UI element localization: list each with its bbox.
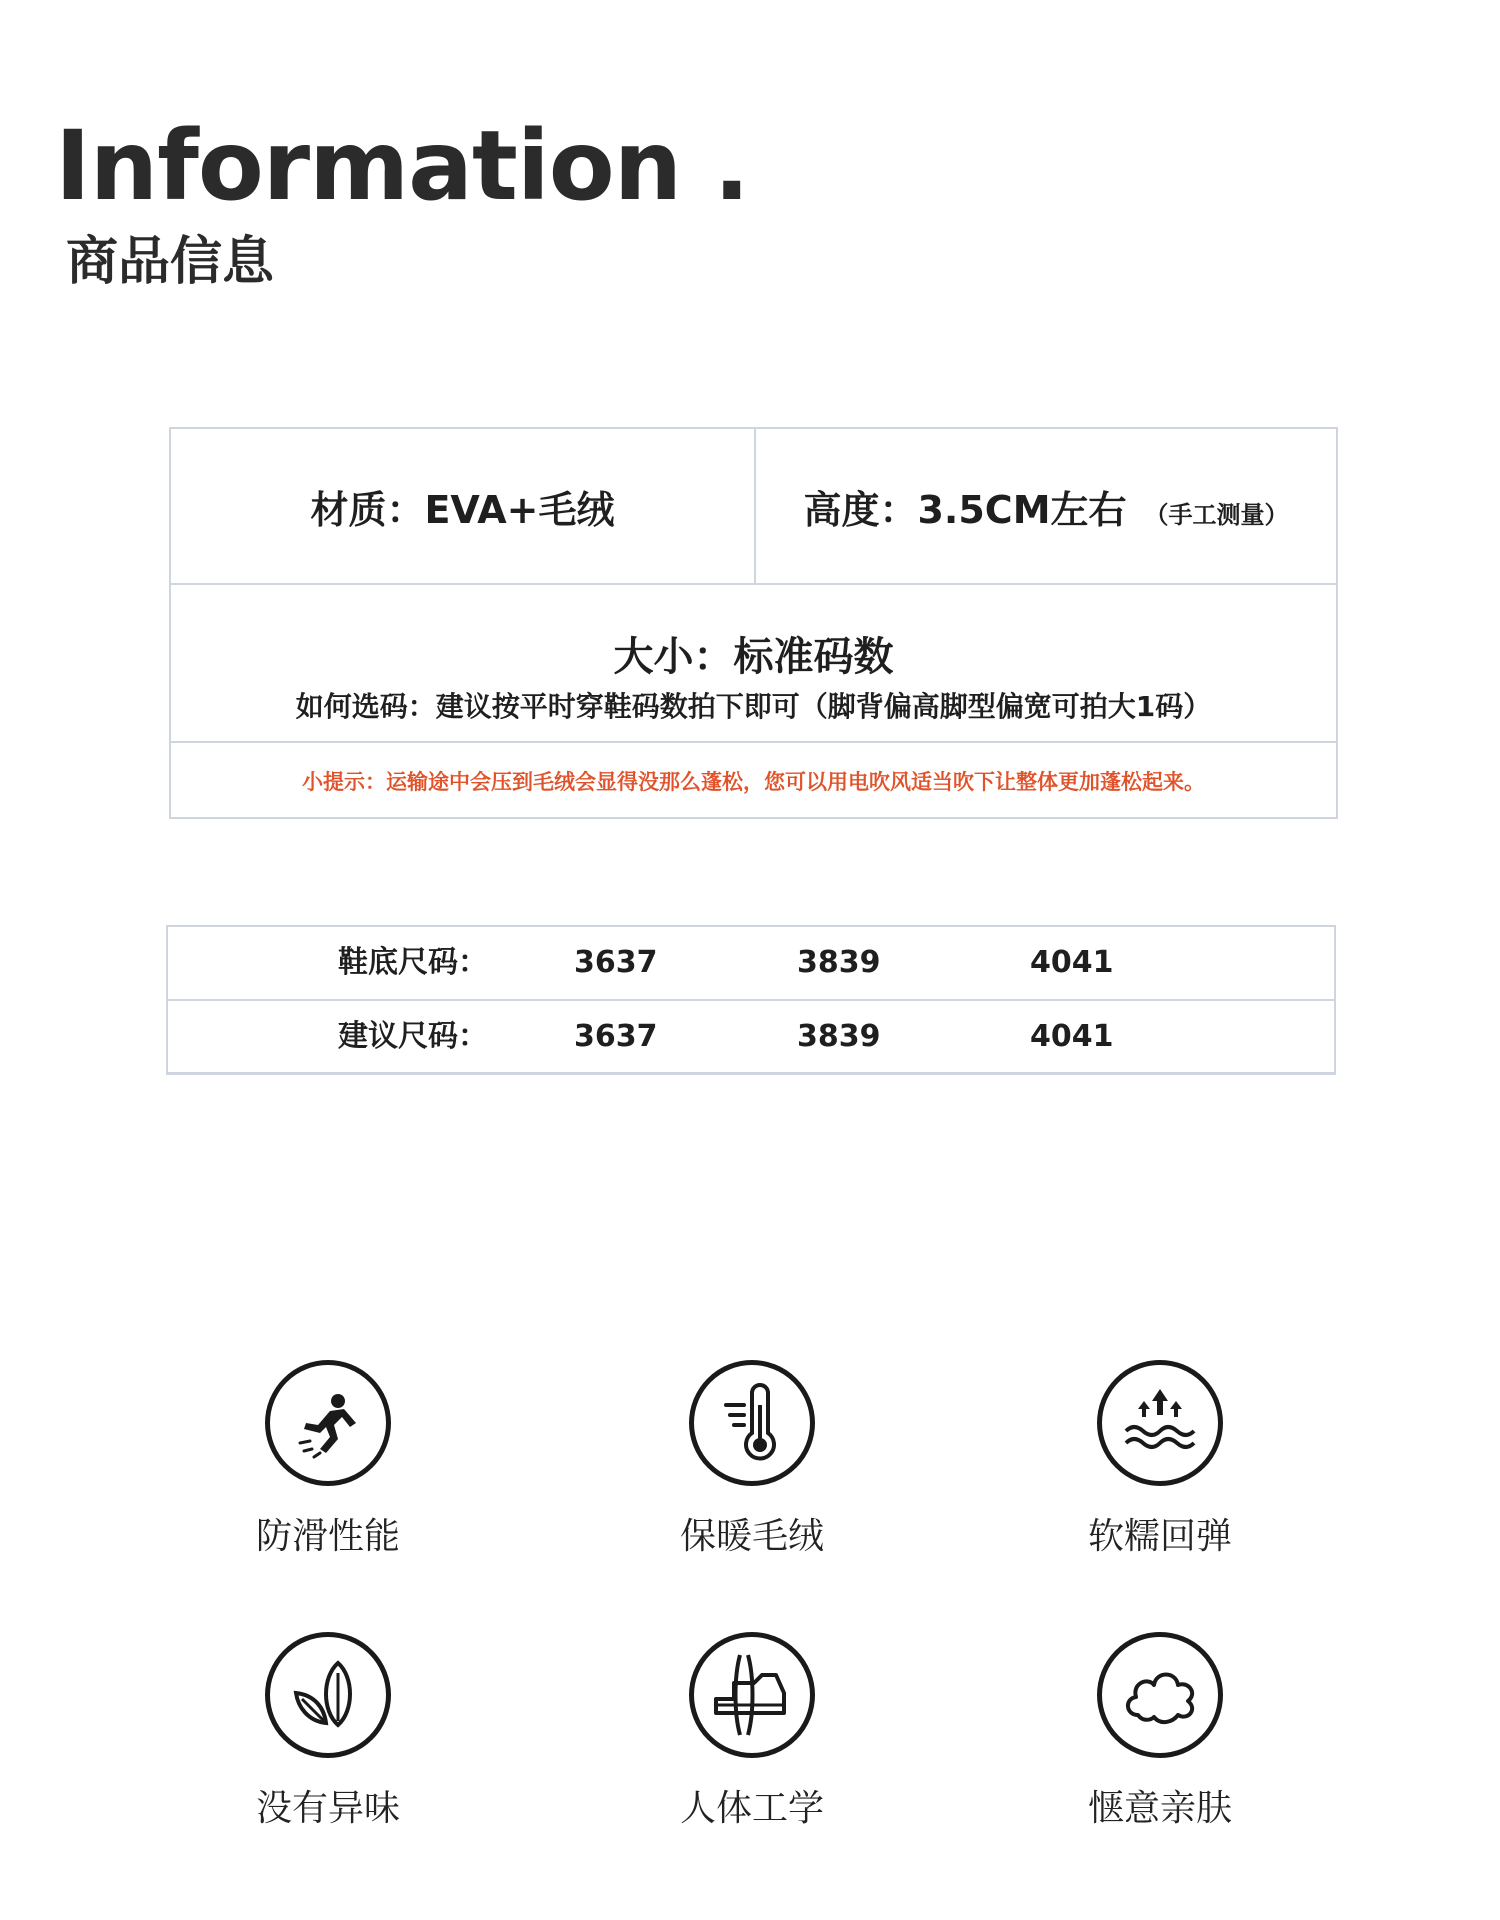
feature-label: 没有异味 — [255, 1788, 400, 1829]
height-cell — [756, 429, 1336, 583]
material-text: 材质：EVA+毛绒 — [310, 487, 615, 532]
cloud-icon — [1097, 1632, 1223, 1758]
page-title-chinese: 商品信息 — [66, 232, 275, 292]
thermometer-icon — [689, 1360, 815, 1486]
feature-label: 保暖毛绒 — [679, 1516, 824, 1557]
feature-ergonomic — [642, 1632, 862, 1831]
feature-label: 人体工学 — [679, 1788, 824, 1829]
material-cell — [171, 429, 756, 583]
size-value: 3839 — [797, 945, 881, 980]
size-title: 大小：标准码数 — [613, 634, 894, 680]
feature-skin-friendly — [1050, 1632, 1270, 1831]
feature-soft-rebound — [1050, 1360, 1270, 1559]
feature-label: 软糯回弹 — [1087, 1516, 1232, 1557]
feature-label: 惬意亲肤 — [1087, 1788, 1232, 1829]
feature-anti-slip — [218, 1360, 438, 1559]
sole-size-label: 鞋底尺码： — [338, 945, 488, 980]
leaf-icon — [265, 1632, 391, 1758]
anti-slip-icon — [265, 1360, 391, 1486]
page-title-english: Information . — [55, 110, 749, 222]
feature-warm-plush — [642, 1360, 862, 1559]
height-text: 高度：3.5CM左右 — [803, 487, 1127, 532]
rebound-icon — [1097, 1360, 1223, 1486]
warning-tip: 小提示：运输途中会压到毛绒会显得没那么蓬松，您可以用电吹风适当吹下让整体更加蓬松起来。 — [302, 770, 1205, 794]
table-row — [168, 927, 1334, 1001]
info-row-material-height — [171, 429, 1336, 585]
size-value: 3839 — [797, 1019, 881, 1054]
info-row-size — [171, 585, 1336, 743]
height-note: （手工测量） — [1144, 500, 1289, 529]
table-row — [168, 1001, 1334, 1075]
size-value: 3637 — [574, 945, 658, 980]
size-value: 3637 — [574, 1019, 658, 1054]
suggested-size-label: 建议尺码： — [338, 1019, 488, 1054]
feature-no-odor — [218, 1632, 438, 1831]
size-value: 4041 — [1030, 1019, 1114, 1054]
product-info-table — [169, 427, 1338, 819]
feature-label: 防滑性能 — [255, 1516, 400, 1557]
size-chart — [166, 925, 1336, 1075]
ergonomic-shoe-icon — [689, 1632, 815, 1758]
size-value: 4041 — [1030, 945, 1114, 980]
info-row-warning — [171, 743, 1336, 819]
size-selection-tip: 如何选码：建议按平时穿鞋码数拍下即可（脚背偏高脚型偏宽可拍大1码） — [295, 690, 1212, 723]
